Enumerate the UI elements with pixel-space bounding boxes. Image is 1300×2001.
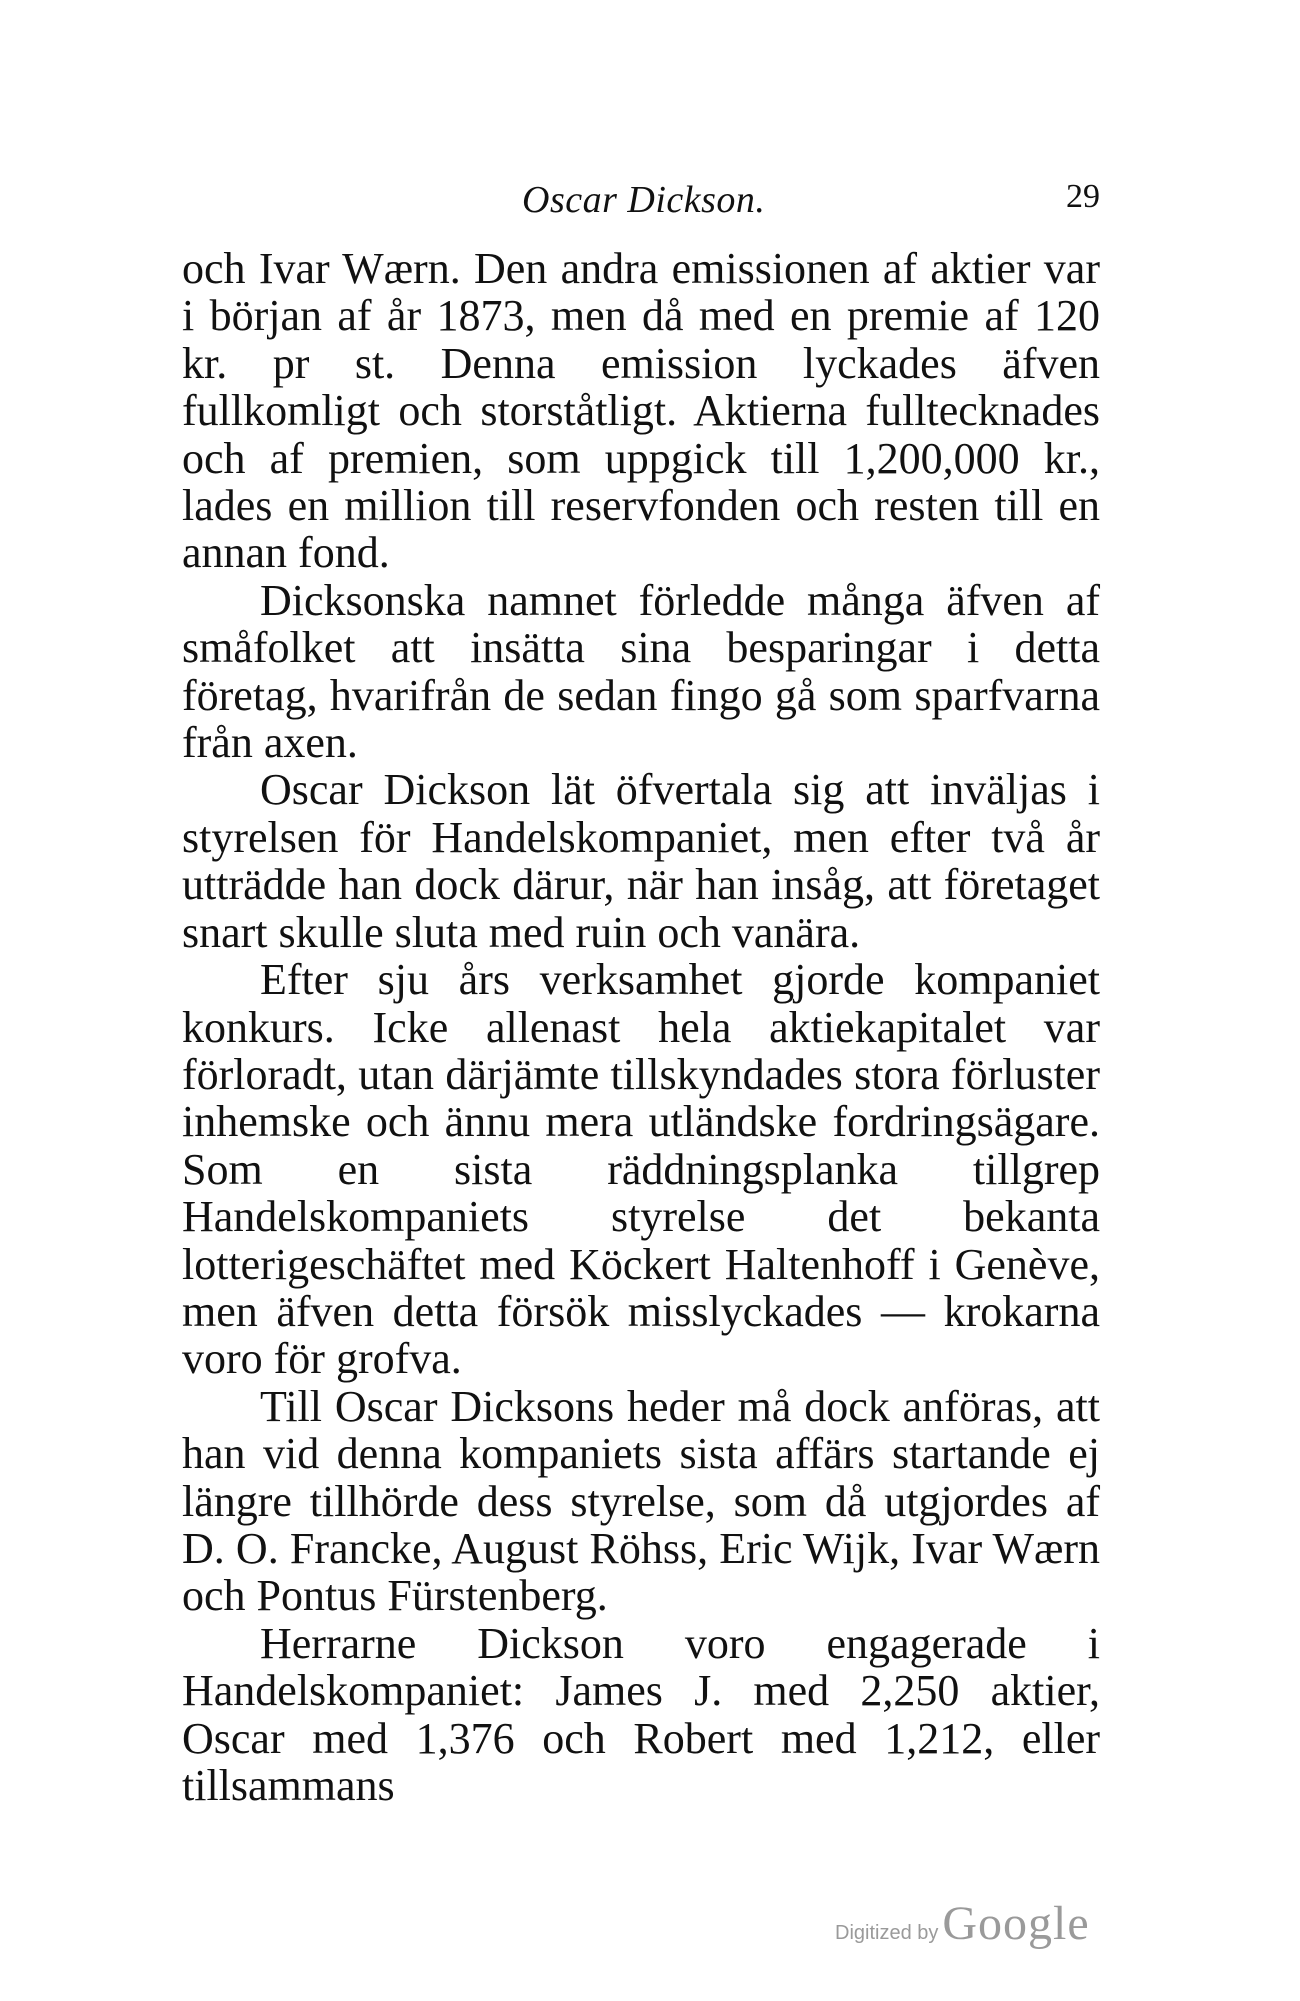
google-wordmark: Google bbox=[942, 1897, 1090, 1950]
page-header bbox=[182, 178, 1100, 224]
page-number: 29 bbox=[1066, 178, 1100, 215]
digitized-by-label: Digitized by bbox=[835, 1922, 939, 1944]
running-head: Oscar Dickson. bbox=[522, 179, 766, 221]
digitized-watermark bbox=[835, 1896, 1090, 1951]
body-text bbox=[182, 245, 1100, 1809]
paragraph: Oscar Dickson lät öfvertala sig att inväljas i styrelsen för Handelskompaniet, men efter två år utträdde han dock därur, när han insåg, att företaget snart skulle sluta med ruin och vanära. bbox=[182, 765, 1100, 957]
paragraph: Till Oscar Dicksons heder må dock anföras, att han vid denna kompaniets sista affärs startande ej längre tillhörde dess styrelse, som då utgjordes af D. O. Francke, August Röhss, Eric Wijk, Ivar Wærn och Pontus Fürstenberg. bbox=[182, 1381, 1100, 1621]
paragraph: Efter sju års verksamhet gjorde kompaniet konkurs. Icke allenast hela aktiekapitalet var förloradt, utan därjämte tillskyndades stora förluster inhemske och ännu mera utländske fordringsägare. Som en sista räddningsplanka tillgrep Handelskompaniets styrelse det bekanta lotterigeschäftet med Köckert Haltenhoff i Genève, men äfven detta försök misslyckades — krokarna voro för grofva. bbox=[182, 955, 1100, 1384]
paragraph: Herrarne Dickson voro engagerade i Handelskompaniet: James J. med 2,250 aktier, Oscar med 1,376 och Robert med 1,212, eller tillsammans bbox=[182, 1618, 1100, 1810]
paragraph: Dicksonska namnet förledde många äfven af småfolket att insätta sina besparingar i detta företag, hvarifrån de sedan fingo gå som sparfvarna från axen. bbox=[182, 575, 1100, 768]
paragraph-continuation: och Ivar Wærn. Den andra emissionen af aktier var i början af år 1873, men då med en premie af 120 kr. pr st. Denna emission lyckades äfven fullkomligt och storståtligt. Aktierna fulltecknades och af premien, som uppgick till 1,200,000 kr., lades en million till reservfonden och resten till en annan fond. bbox=[182, 244, 1100, 578]
